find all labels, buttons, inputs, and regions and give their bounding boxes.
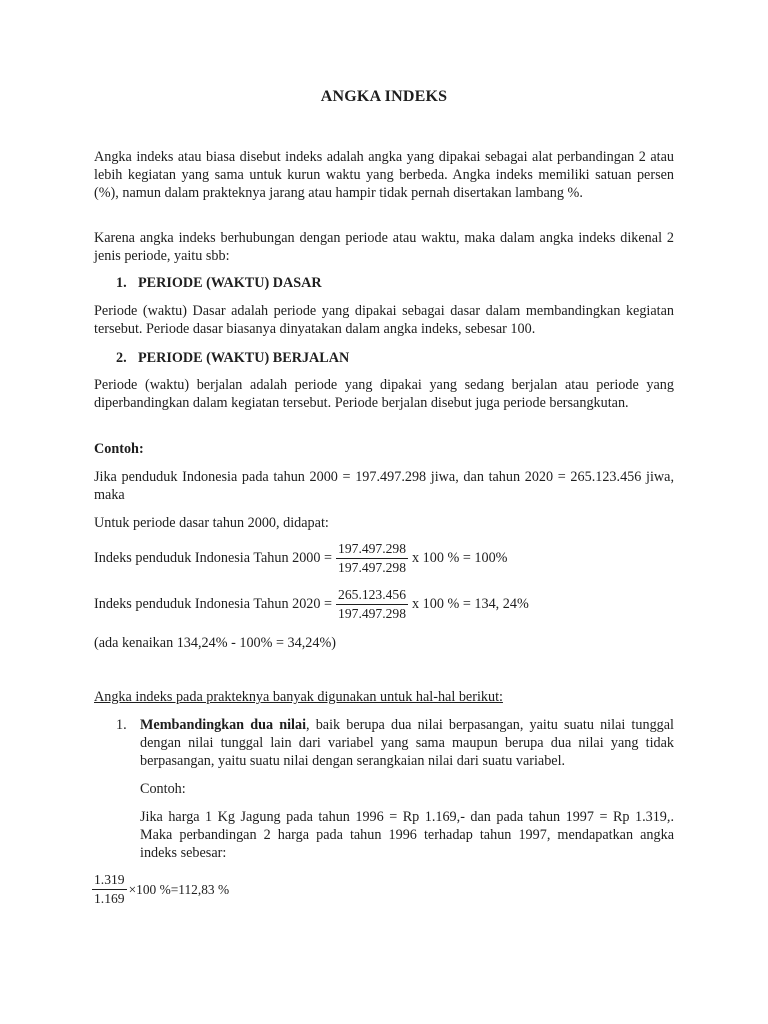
equation-2020-rhs: x 100 % = 134, 24% <box>412 596 529 612</box>
section-1-heading <box>116 274 322 292</box>
increase-note: (ada kenaikan 134,24% - 100% = 34,24%) <box>94 635 337 651</box>
uses-item-1-text: , baik berupa dua nilai berpasangan, yaitu suatu nilai tunggal dengan nilai tunggal lain dari variabel yang sama maupun berupa dua nilai yang tidak berpasangan, yaitu suatu nilai dengan serangkaian nilai dari suatu variabel. <box>140 717 674 769</box>
section-2-body: Periode (waktu) berjalan adalah periode yang dipakai yang sedang berjalan atau periode yang diperbandingkan dalam kegiatan tersebut. Periode berjalan disebut juga periode bersangkutan. <box>94 377 674 411</box>
equation-2020 <box>94 587 529 622</box>
section-1-title: PERIODE (WAKTU) DASAR <box>138 275 322 291</box>
uses-item-1-contoh: Contoh: <box>140 781 186 797</box>
page-title: ANGKA INDEKS <box>320 88 448 105</box>
equation-2020-fraction <box>336 587 408 622</box>
equation-price-denominator: 1.169 <box>94 891 125 906</box>
example-paragraph-1: Jika penduduk Indonesia pada tahun 2000 = 197.497.298 jiwa, dan tahun 2020 = 265.123.456 jiwa, maka <box>94 469 674 503</box>
example-paragraph-2: Untuk periode dasar tahun 2000, didapat: <box>94 515 329 531</box>
equation-2000-fraction <box>336 541 408 576</box>
equation-price-index <box>92 872 229 907</box>
equation-2020-numerator: 265.123.456 <box>336 587 408 605</box>
equation-2000 <box>94 541 508 576</box>
intro-paragraph-2: Karena angka indeks berhubungan dengan periode atau waktu, maka dalam angka indeks dikenal 2 jenis periode, yaitu sbb: <box>94 230 674 264</box>
intro-paragraph-1: Angka indeks atau biasa disebut indeks adalah angka yang dipakai sebagai alat perbandingan 2 atau lebih kegiatan yang sama untuk kurun waktu yang berbeda. Angka indeks memiliki satuan persen (%), namun dalam prakteknya jarang atau hampir tidak pernah disertakan lambang %. <box>94 149 674 201</box>
equation-2000-denominator: 197.497.298 <box>338 560 407 575</box>
equation-price-rhs: ×100 %=112,83 % <box>128 881 230 897</box>
uses-item-1-number: 1. <box>116 717 127 733</box>
section-1-number: 1. <box>116 275 127 291</box>
equation-2000-numerator: 197.497.298 <box>336 541 408 559</box>
equation-2000-rhs: x 100 % = 100% <box>412 550 508 566</box>
section-2-number: 2. <box>116 350 127 366</box>
equation-price-numerator: 1.319 <box>92 872 127 890</box>
uses-heading: Angka indeks pada prakteknya banyak digunakan untuk hal-hal berikut: <box>94 689 503 705</box>
equation-2000-lhs: Indeks penduduk Indonesia Tahun 2000 = <box>94 550 333 566</box>
section-2-heading <box>116 349 349 367</box>
section-1-body: Periode (waktu) Dasar adalah periode yang dipakai sebagai dasar dalam membandingkan kegiatan tersebut. Periode dasar biasanya dinyatakan dalam angka indeks, sebesar 100. <box>94 303 674 337</box>
equation-2020-lhs: Indeks penduduk Indonesia Tahun 2020 = <box>94 596 333 612</box>
uses-item-1-bold: Membandingkan dua nilai <box>140 717 307 733</box>
section-2-title: PERIODE (WAKTU) BERJALAN <box>138 350 350 366</box>
equation-2020-denominator: 197.497.298 <box>338 606 407 621</box>
equation-price-fraction <box>92 872 127 907</box>
uses-item-1-body <box>140 716 674 770</box>
contoh-label: Contoh: <box>94 441 144 457</box>
uses-item-1-example: Jika harga 1 Kg Jagung pada tahun 1996 = Rp 1.169,- dan pada tahun 1997 = Rp 1.319,. Maka perbandingan 2 harga pada tahun 1996 terhadap tahun 1997, mendapatkan angka indeks sebesar: <box>140 809 674 861</box>
